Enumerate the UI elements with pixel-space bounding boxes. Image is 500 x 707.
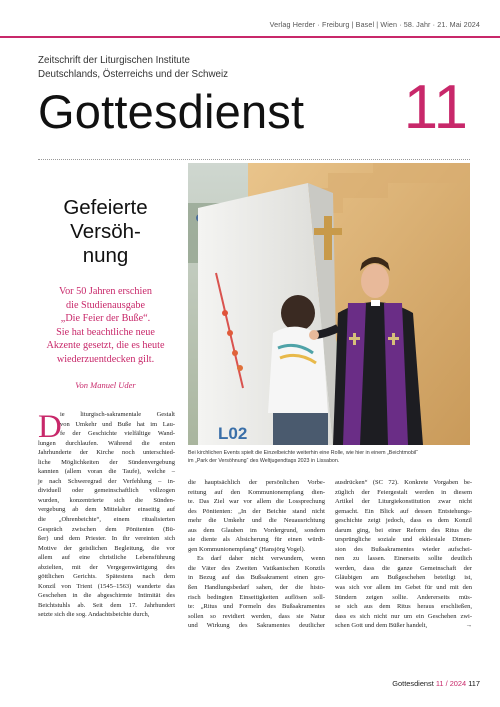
masthead-subtitle [38, 54, 338, 82]
body-line: ßen Handlungsbedarf sahen, der die histo- [188, 584, 325, 592]
body-line: dass es sich nicht nur um ein Geschehen zwi- [335, 612, 472, 620]
body-line: von Umkehr und Buße hat im Lau- [60, 420, 175, 428]
article-title-line: Gefeierte [63, 196, 148, 219]
photo-caption [188, 450, 470, 465]
footer-issue: 11 / 2024 [435, 679, 467, 688]
body-line: liche Möglichkeiten der Sündenvergebung [38, 458, 175, 466]
body-line: Gespräch zwischen dem Pönitenten (Bü- [38, 525, 175, 533]
body-line: geschichte zeigt jedoch, dass es dem Konzil [335, 517, 472, 525]
body-line: des Pönitenten: „In der Beichte stand nicht [188, 507, 325, 515]
body-line: die hauptsächlich der persönlichen Vorbe- [188, 479, 325, 486]
body-line: Artikel der Liturgiekonstitution zwar nicht [335, 498, 472, 506]
body-column-2 [188, 478, 325, 631]
body-line: die Väter des Zweiten Vatikanischen Konzils [188, 564, 325, 572]
body-line: ursprüngliche soziale und ekklesiale Dimen- [335, 536, 472, 544]
body-line: Sündern zeigen sollte. Andererseits müs- [335, 593, 472, 601]
summary-line: Akzente gesetzt, die es heute [46, 340, 165, 351]
body-line: sie diente als Absicherung für einen würdi- [188, 536, 325, 544]
body-line: Jahrhunderte der Kirche noch unterschied- [38, 449, 175, 457]
body-line: was sich vor allem im Gebet für und mit den [335, 584, 472, 592]
body-line: die „Ohrenbeichte“, einem ritualisierten [38, 516, 175, 524]
body-line: Es darf daher nicht verwundern, wenn [197, 555, 325, 563]
body-line: vergebung ab dem Mittelalter einseitig auf [38, 506, 175, 514]
body-line: Gläubigen am Bußgeschehen beteiligt ist, [335, 574, 472, 582]
header-publisher-line: Verlag Herder · Freiburg | Basel | Wien · 58. Jahr · 21. Mai 2024 [269, 20, 480, 29]
body-line: Beichtstuhls ab. Seit dem 17. Jahrhundert [38, 601, 175, 609]
footer-publication: Gottesdienst [392, 679, 434, 688]
body-line: risch bedingten Einseitigkeiten auflösen soll- [188, 593, 325, 601]
masthead-subtitle-line: Zeitschrift der Liturgischen Institute [38, 55, 190, 66]
summary-line: Sie hat beachtliche neue [56, 326, 155, 338]
body-line: te. Das Ziel war vor allem die Lossprechung [188, 498, 325, 506]
body-line: werden, dass die ganze Gemeinschaft der [335, 564, 472, 572]
body-line: wurden, konzentrierte sich die Sünden- [38, 496, 175, 504]
body-line: Motive der geistlichen Begleitung, die vor [38, 544, 175, 552]
body-line: je nach Schweregrad der Verfehlung – in- [38, 477, 175, 485]
caption-line: im „Park der Versöhnung“ des Weltjugendtags 2023 in Lissabon. [188, 457, 340, 464]
article-title-line: nung [82, 244, 129, 267]
body-line: allem auf eine christliche Lebensführung [38, 554, 175, 562]
body-line: ausdrücken“ (SC 72). Konkrete Vorgaben be- [335, 479, 472, 486]
body-line: Konzil von Trient (1545–1563) wanderte das [38, 582, 175, 590]
body-line: lungen durchlaufen. Während die ersten [38, 439, 175, 447]
body-line: ßer) und dem Priester. In ihr vereinten sich [38, 535, 175, 543]
header-rule [0, 36, 500, 38]
body-line: sollen so revidiert werden, dass sie Natur [188, 612, 325, 620]
body-line: gen Kommunionempfang“ (Hansjörg Vogel). [188, 545, 306, 553]
body-line: göttlichen Gerichts. Spätestens nach dem [38, 573, 175, 581]
body-line-last [335, 621, 472, 631]
running-header [0, 0, 500, 38]
article-title [38, 196, 173, 268]
summary-line: „Die Feier der Buße“. [60, 313, 151, 324]
continue-arrow-icon: → [465, 622, 472, 630]
masthead-issue-number: 11 [403, 73, 468, 142]
summary-line: die Studienausgabe [66, 299, 145, 311]
body-column-3 [335, 478, 472, 631]
body-line: darum ging, bei einer Reform des Ritus die [335, 526, 472, 534]
article-summary [38, 285, 173, 366]
body-line: mehr die Umkehr und die Neuausrichtung [188, 517, 325, 525]
article-author: Von Manuel Uder [75, 380, 136, 390]
body-line: abzielten, mit der Vergegenwärtigung des [38, 563, 175, 571]
body-line: nen zu lassen. Einerseits sollte deutlich [335, 555, 472, 563]
body-line: se sich aus dem Ritus heraus erschließen, [335, 603, 472, 611]
summary-line: Vor 50 Jahren erschien [59, 286, 152, 297]
body-line: dividuell oder gemeinschaftlich vollzogen [38, 487, 175, 495]
body-line: fe der Geschichte vielfältige Wand- [60, 430, 175, 438]
body-line: züglich der Feiergestalt werden in diesem [335, 488, 472, 496]
masthead-title: Gottesdienst [38, 85, 305, 138]
body-line: ie liturgisch-sakramentale Gestalt [60, 411, 175, 418]
body-line: in Bezug auf das Bußsakrament einen gro- [188, 574, 325, 582]
photo-booth-sign: L02 [218, 424, 248, 443]
masthead-subtitle-line: Deutschlands, Österreichs und der Schweiz [38, 69, 229, 80]
article-lede [38, 196, 173, 390]
body-line: sion des Bußsakramentes wieder aufschei- [335, 545, 472, 553]
body-line: aus dem Glauben im Vordergrund, sondern [188, 526, 325, 534]
body-line: schen Gott und dem Büßer handelt, [335, 622, 428, 630]
summary-line: wiederzuentdecken gilt. [56, 353, 155, 365]
page-footer [392, 679, 480, 688]
body-line: setzte sich die sog. Andachtsbeichte durch, [38, 611, 150, 619]
masthead-divider [38, 159, 470, 160]
body-line: te: „Ritus und Formeln des Bußsakramentes [188, 603, 325, 611]
body-line: und Wirkung des Sakramentes deutlicher [188, 622, 325, 630]
confession-photo [188, 163, 470, 445]
article-title-line: Versöh- [70, 220, 141, 243]
body-line: kannten (allem voran die Taufe), welche – [38, 468, 175, 476]
drop-cap: D [38, 409, 62, 445]
caption-line: Bei kirchlichen Events spielt die Einzelbeichte weiterhin eine Rolle, wie hier in einem „Beichtmobil“ [188, 450, 418, 456]
body-line: gemacht. Ein Blick auf dessen Entstehungs- [335, 507, 472, 515]
page-number: 117 [468, 679, 480, 688]
body-column-1 [38, 410, 175, 620]
body-line: Geschehen in die abgeschirmte Intimität des [38, 592, 175, 600]
body-line: reitung auf den Kommunionempfang dien- [188, 488, 325, 496]
